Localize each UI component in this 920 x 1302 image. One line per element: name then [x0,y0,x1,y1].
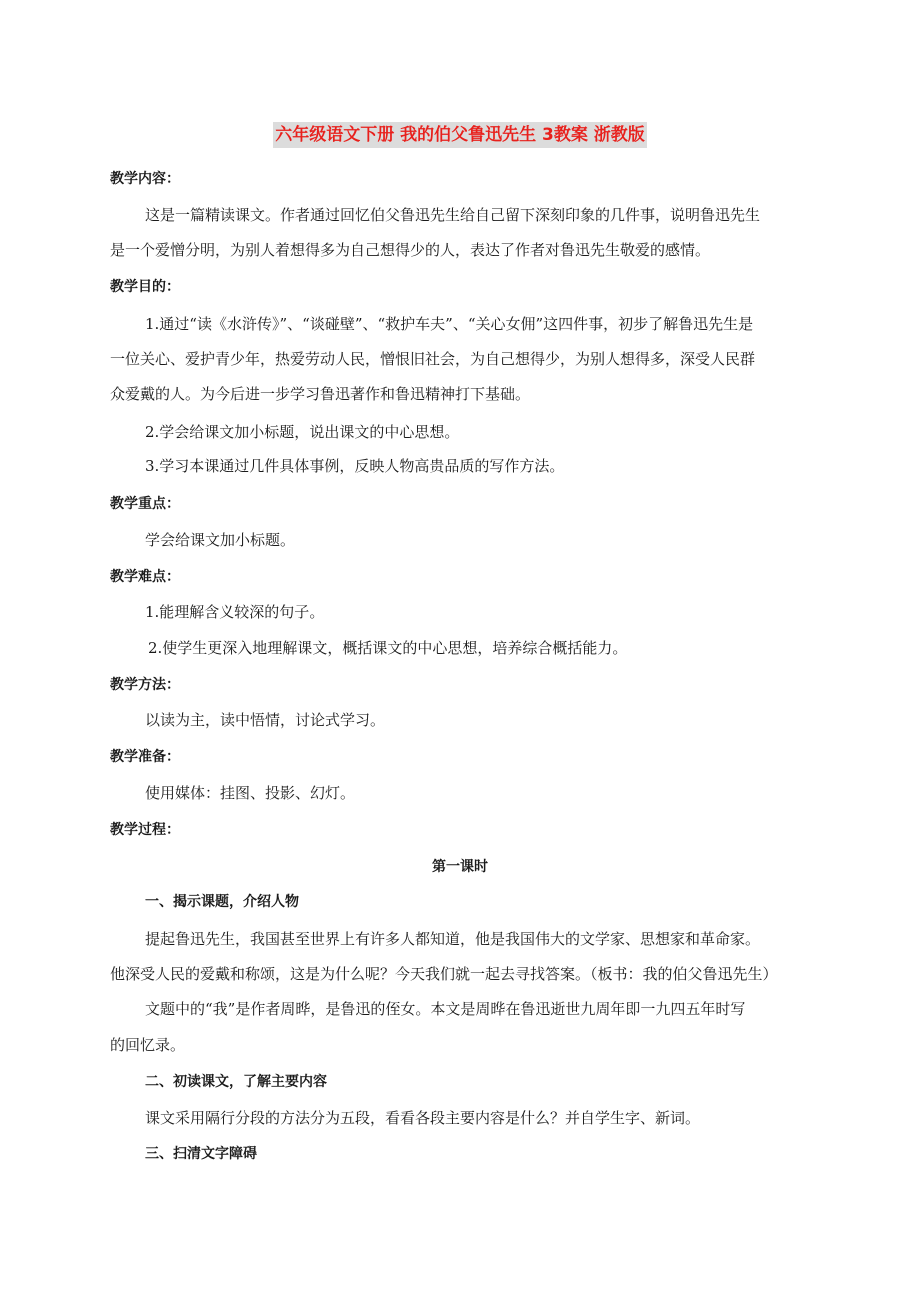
section-heading-difficulties: 教学难点： [110,569,180,585]
section-heading-process: 教学过程： [110,822,180,838]
title-container [0,122,920,148]
step3-heading: 三、扫清文字障碍 [145,1146,257,1162]
section-heading-goals: 教学目的： [110,279,180,295]
difficulties-line-2: 2.使学生更深入地理解课文，概括课文的中心思想，培养综合概括能力。 [148,639,628,657]
step1-line-4: 的回忆录。 [110,1036,186,1054]
step1-line-3: 文题中的“我”是作者周晔，是鲁迅的侄女。本文是周晔在鲁迅逝世九周年即一九四五年时写 [145,1000,746,1018]
step1-heading: 一、揭示课题，介绍人物 [145,894,299,910]
step2-heading: 二、初读课文，了解主要内容 [145,1074,327,1090]
period-heading: 第一课时 [432,859,488,875]
section-heading-methods: 教学方法： [110,677,180,693]
goals-line-2: 一位关心、爱护青少年，热爱劳动人民，憎恨旧社会，为自己想得少，为别人想得多，深受人民群 [110,350,756,368]
goals-line-5: 3.学习本课通过几件具体事例，反映人物高贵品质的写作方法。 [145,457,565,475]
step1-line-2: 他深受人民的爱戴和称颂，这是为什么呢？今天我们就一起去寻找答案。（板书：我的伯父鲁迅先生） [110,965,778,983]
content-line-2: 是一个爱憎分明，为别人着想得多为自己想得少的人，表达了作者对鲁迅先生敬爱的感情。 [110,241,711,259]
preparation-line-1: 使用媒体：挂图、投影、幻灯。 [145,784,356,802]
step1-line-1: 提起鲁迅先生，我国甚至世界上有许多人都知道，他是我国伟大的文学家、思想家和革命家。 [145,930,761,948]
section-heading-content: 教学内容： [110,171,180,187]
goals-line-4: 2.学会给课文加小标题，说出课文的中心思想。 [145,423,460,441]
key-points-line-1: 学会给课文加小标题。 [145,531,296,549]
document-title: 六年级语文下册 我的伯父鲁迅先生 3教案 浙教版 [273,122,647,148]
step2-line-1: 课文采用隔行分段的方法分为五段，看看各段主要内容是什么？并自学生字、新词。 [145,1109,701,1127]
methods-line-1: 以读为主，读中悟情，讨论式学习。 [145,711,386,729]
section-heading-key-points: 教学重点： [110,496,180,512]
goals-line-3: 众爱戴的人。为今后进一步学习鲁迅著作和鲁迅精神打下基础。 [110,385,531,403]
goals-line-1: 1.通过“读《水浒传》”、“谈碰壁”、“救护车夫”、“关心女佣”这四件事，初步了解鲁迅先生是 [145,315,754,333]
difficulties-line-1: 1.能理解含义较深的句子。 [145,603,325,621]
content-line-1: 这是一篇精读课文。作者通过回忆伯父鲁迅先生给自己留下深刻印象的几件事，说明鲁迅先生 [145,206,761,224]
section-heading-preparation: 教学准备： [110,749,180,765]
